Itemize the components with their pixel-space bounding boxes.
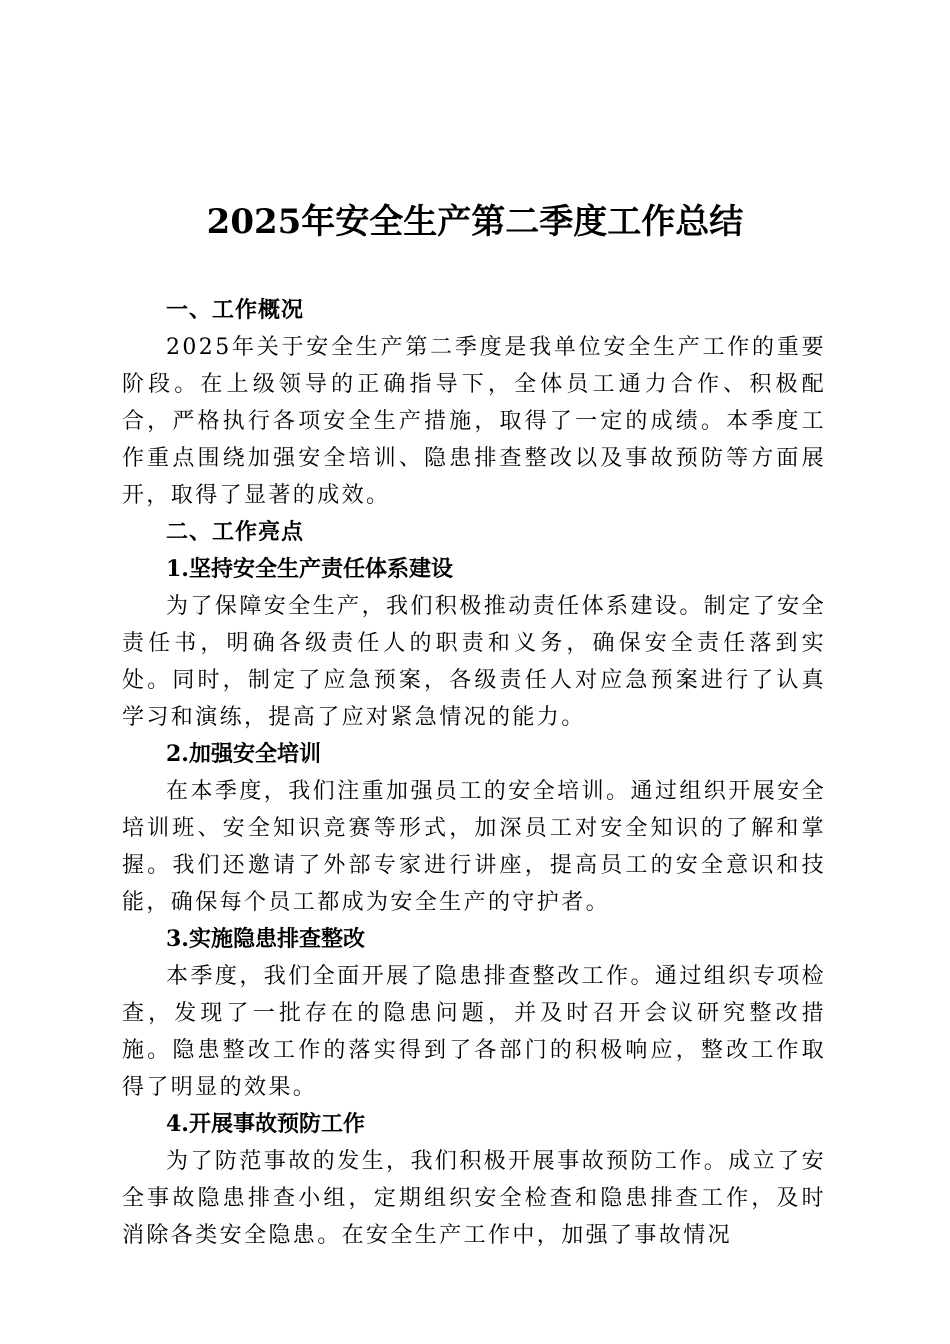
document-body [122,292,826,1254]
paragraph-overview: 2025年关于安全生产第二季度是我单位安全生产工作的重要阶段。在上级领导的正确指导下，全体员工通力合作、积极配合，严格执行各项安全生产措施，取得了一定的成绩。本季度工作重点围绕加强安全培训、隐患排查整改以及事故预防等方面展开，取得了显著的成效。 [122,335,826,508]
subheading-responsibility-system: 1.坚持安全生产责任体系建设 [166,556,453,582]
subheading-accident-prevention: 4.开展事故预防工作 [166,1111,365,1137]
paragraph-safety-training: 在本季度，我们注重加强员工的安全培训。通过组织开展安全培训班、安全知识竞赛等形式，加深员工对安全知识的了解和掌握。我们还邀请了外部专家进行讲座，提高员工的安全意识和技能，确保每个员工都成为安全生产的守护者。 [122,779,826,915]
subheading-safety-training: 2.加强安全培训 [166,741,321,767]
section-heading-overview: 一、工作概况 [166,297,305,323]
section-heading-highlights: 二、工作亮点 [166,519,305,545]
paragraph-accident-prevention: 为了防范事故的发生，我们积极开展事故预防工作。成立了安全事故隐患排查小组，定期组织安全检查和隐患排查工作，及时消除各类安全隐患。在安全生产工作中，加强了事故情况 [122,1149,826,1248]
paragraph-hazard-rectification: 本季度，我们全面开展了隐患排查整改工作。通过组织专项检查，发现了一批存在的隐患问题，并及时召开会议研究整改措施。隐患整改工作的落实得到了各部门的积极响应，整改工作取得了明显的效果。 [122,964,826,1100]
subheading-hazard-rectification: 3.实施隐患排查整改 [166,926,365,952]
paragraph-responsibility-system: 为了保障安全生产，我们积极推动责任体系建设。制定了安全责任书，明确各级责任人的职责和义务，确保安全责任落到实处。同时，制定了应急预案，各级责任人对应急预案进行了认真学习和演练，提高了应对紧急情况的能力。 [122,594,826,730]
document-title: 2025年安全生产第二季度工作总结 [206,202,744,242]
